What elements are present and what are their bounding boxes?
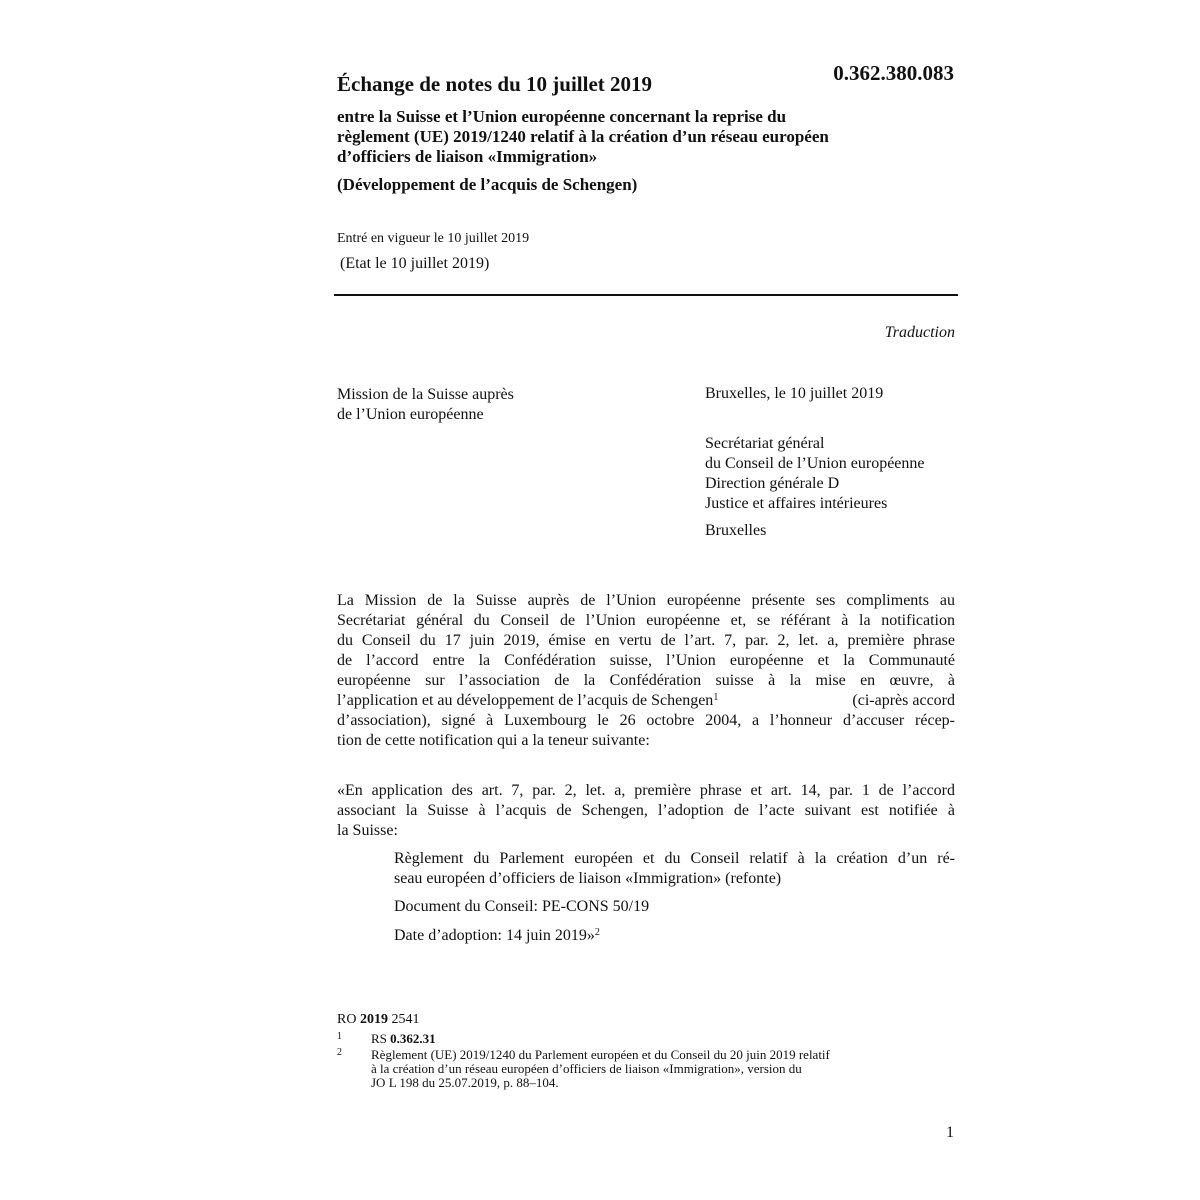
body-line: d’association), signé à Luxembourg le 26 octobre 2004, a l’honneur d’accuser récep- — [337, 712, 955, 729]
footnote-bold-ref[interactable]: 0.362.31 — [390, 1031, 436, 1046]
footnote-line: Règlement (UE) 2019/1240 du Parlement européen et du Conseil du 20 juin 2019 relatif — [371, 1047, 830, 1062]
recipient-city: Bruxelles — [705, 522, 767, 539]
adoption-date — [394, 927, 600, 945]
body-line-part: (ci-après accord — [852, 692, 955, 709]
body-paragraph — [337, 591, 955, 751]
quote-line: «En application des art. 7, par. 2, let. a, première phrase et art. 14, par. 1 de l’accord — [337, 782, 955, 799]
footnote-reference-1[interactable]: 1 — [713, 692, 719, 703]
translation-label: Traduction — [884, 324, 955, 341]
place-and-date: Bruxelles, le 10 juillet 2019 — [705, 385, 884, 402]
footnote-number: 1 — [337, 1031, 342, 1042]
state-date: (Etat le 10 juillet 2019) — [340, 255, 490, 272]
body-line-with-footnote — [337, 691, 955, 711]
council-document-reference: Document du Conseil: PE-CONS 50/19 — [394, 898, 650, 915]
header-divider — [334, 294, 958, 296]
footnote-prefix: RS — [371, 1031, 387, 1046]
entry-into-force-date: Entré en vigueur le 10 juillet 2019 — [337, 231, 530, 246]
body-line: tion de cette notification qui a la teneur suivante: — [337, 732, 650, 749]
systematic-reference-number: 0.362.380.083 — [833, 61, 954, 85]
act-line: Règlement du Parlement européen et du Conseil relatif à la création d’un ré- — [394, 850, 955, 867]
page-number: 1 — [946, 1124, 954, 1141]
act-line: seau européen d’officiers de liaison «Immigration» (refonte) — [394, 870, 782, 887]
subtitle-line: règlement (UE) 2019/1240 relatif à la création d’un réseau européen — [337, 127, 829, 146]
sender-line: de l’Union européenne — [337, 406, 484, 423]
quote-line: associant la Suisse à l’acquis de Schengen, l’adoption de l’acte suivant est notifiée à — [337, 802, 955, 819]
ro-year: 2019 — [359, 1012, 388, 1027]
footnote-number: 2 — [337, 1047, 342, 1058]
document-subtitle — [337, 107, 957, 167]
quoted-act-title — [394, 849, 955, 889]
recipient-address — [705, 434, 925, 514]
footnote-line: JO L 198 du 25.07.2019, p. 88–104. — [371, 1075, 559, 1090]
subtitle-line: d’officiers de liaison «Immigration» — [337, 147, 598, 166]
sender-line: Mission de la Suisse auprès — [337, 386, 514, 403]
document-title: Échange de notes du 10 juillet 2019 — [337, 72, 653, 96]
quote-line: la Suisse: — [337, 822, 398, 839]
recipient-line: Direction générale D — [705, 475, 840, 492]
subtitle-line: entre la Suisse et l’Union européenne concernant la reprise du — [337, 107, 787, 126]
schengen-development-heading: (Développement de l’acquis de Schengen) — [337, 175, 638, 194]
footnote-line: à la création d’un réseau européen d’officiers de liaison «Immigration», version du — [371, 1061, 802, 1076]
quoted-notification — [337, 781, 955, 841]
recipient-line: du Conseil de l’Union européenne — [705, 455, 925, 472]
footnote-reference-2[interactable]: 2 — [594, 927, 600, 938]
recipient-line: Justice et affaires intérieures — [705, 495, 888, 512]
body-line: européenne sur l’association de la Confédération suisse à la mise en œuvre, à — [337, 672, 955, 689]
adoption-date-text: Date d’adoption: 14 juin 2019» — [394, 927, 595, 944]
sender-address — [337, 385, 514, 425]
body-line: de l’accord entre la Confédération suisse, l’Union européenne et la Communauté — [337, 652, 955, 669]
body-line-part: l’application et au développement de l’acquis de Schengen — [337, 692, 714, 709]
ro-page: 2541 — [391, 1012, 420, 1027]
body-line: La Mission de la Suisse auprès de l’Union européenne présente ses compliments au — [337, 592, 955, 609]
ro-prefix: RO — [337, 1012, 357, 1027]
body-line: du Conseil du 17 juin 2019, émise en vertu de l’art. 7, par. 2, let. a, première phrase — [337, 632, 955, 649]
recipient-line: Secrétariat général — [705, 435, 825, 452]
body-line: Secrétariat général du Conseil de l’Union européenne et, se référant à la notification — [337, 612, 955, 629]
official-compilation-reference — [337, 1012, 419, 1028]
